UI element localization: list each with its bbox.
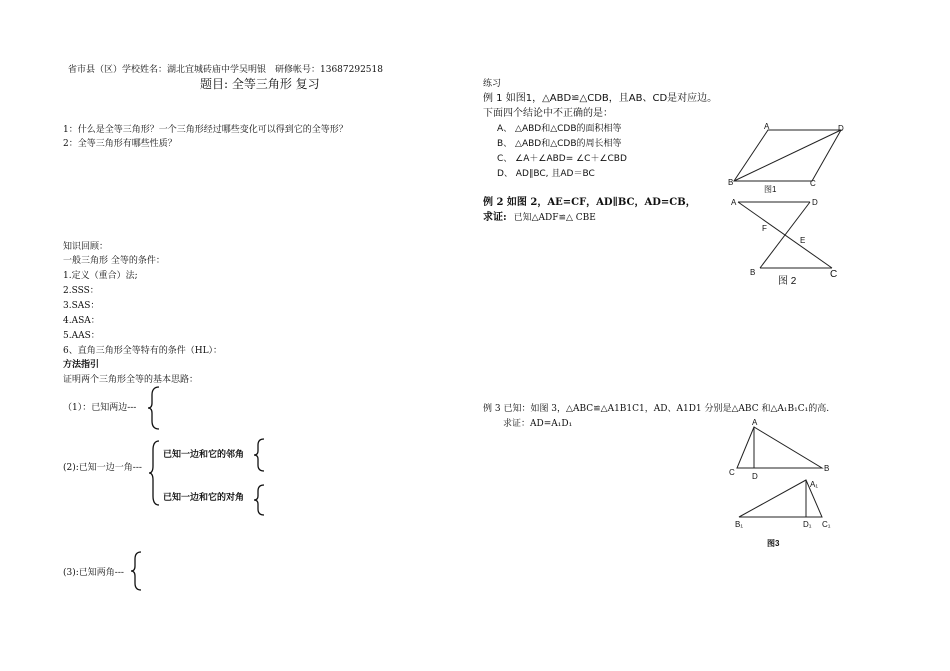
- fig3-label-d: D: [752, 472, 758, 481]
- fig3-label-b1: B₁: [735, 520, 744, 529]
- practice-heading: 练习: [483, 79, 502, 89]
- case-1-brace: [147, 386, 161, 430]
- fig3-label-a: A: [752, 418, 758, 427]
- figure-2: [730, 194, 842, 288]
- review-heading: 知识回顾：: [63, 242, 109, 252]
- fig3-caption: 图3: [767, 539, 780, 548]
- figure-1: [728, 120, 850, 196]
- condition-4: 4.ASA：: [63, 316, 100, 326]
- fig2-label-f: F: [762, 224, 767, 233]
- fig3-label-b: B: [824, 464, 830, 473]
- review-subheading: 一般三角形 全等的条件：: [63, 256, 165, 266]
- case-1-label: （1）：已知两边---: [63, 403, 137, 413]
- case-2-sub2-brace: [253, 484, 265, 516]
- example-1-option-b: B、 △ABD和△CDB的周长相等: [497, 139, 622, 149]
- fig3-label-a1: A₁: [810, 480, 819, 489]
- example-2-prove-text: 已知△ADF≌△ CBE: [513, 213, 596, 223]
- example-1-option-a: A、 △ABD和△CDB的面积相等: [497, 124, 622, 134]
- fig2-caption: 图 2: [778, 276, 797, 287]
- fig2-label-a: A: [731, 198, 737, 207]
- fig2-label-c: C: [830, 269, 838, 280]
- method-intro: 证明两个三角形全等的基本思路：: [63, 375, 199, 385]
- case-2-adjacent-angle: 已知一边和它的邻角: [163, 450, 245, 460]
- fig1-label-b: B: [728, 178, 734, 187]
- question-2: 2：全等三角形有哪些性质？: [63, 139, 177, 149]
- figure-3: [727, 416, 835, 552]
- fig2-label-b: B: [750, 268, 756, 277]
- case-2-opposite-angle: 已知一边和它的对角: [163, 493, 245, 503]
- example-1-statement: 例 1 如图1，△ABD≌△CDB，且AB、CD是对应边。: [483, 93, 718, 104]
- case-2-label: (2):已知一边一角---: [63, 463, 142, 473]
- case-3-brace: [130, 551, 142, 591]
- condition-1: 1.定义（重合）法;: [63, 271, 138, 281]
- case-3-label: (3):已知两角---: [63, 568, 124, 578]
- fig3-label-c: C: [729, 468, 735, 477]
- fig2-label-e: E: [800, 236, 806, 245]
- fig1-label-d: D: [838, 124, 844, 133]
- case-2-brace: [148, 440, 160, 506]
- fig3-label-d1: D₁: [803, 520, 812, 529]
- example-2-statement: 例 2 如图 2，AE=CF，AD∥BC，AD=CB，: [483, 197, 696, 208]
- right-triangle-condition: 6、直角三角形全等特有的条件（HL）：: [63, 346, 223, 356]
- header-line: 省市县（区）学校姓名：湖北宜城砖庙中学吴明银 研修帐号：13687292518: [68, 65, 383, 75]
- example-1-question: 下面四个结论中不正确的是：: [483, 108, 613, 119]
- condition-5: 5.AAS：: [63, 331, 100, 341]
- fig3-label-c1: C₁: [822, 520, 831, 529]
- condition-3: 3.SAS：: [63, 301, 100, 311]
- condition-2: 2.SSS：: [63, 286, 99, 296]
- question-1: 1：什么是全等三角形？一个三角形经过哪些变化可以得到它的全等形？: [63, 125, 348, 135]
- example-3-statement: 例 3 已知：如图 3，△ABC≌△A1B1C1，AD、A1D1 分别是△ABC 和△A₁B₁C₁的高.: [483, 404, 830, 414]
- example-2-prove: [483, 212, 596, 224]
- method-heading: 方法指引: [63, 360, 100, 370]
- page-title: 题目: 全等三角形 复习: [200, 77, 320, 91]
- example-3-prove: 求证：AD=A₁D₁: [503, 419, 573, 429]
- case-2-sub1-brace: [253, 438, 265, 472]
- example-2-prove-label: 求证:: [483, 212, 507, 223]
- fig1-label-a: A: [764, 122, 770, 131]
- fig1-label-c: C: [810, 179, 816, 188]
- example-1-option-d: D、 AD∥BC, 且AD＝BC: [497, 169, 595, 179]
- fig1-caption: 图1: [764, 185, 777, 194]
- fig2-label-d: D: [812, 198, 818, 207]
- example-1-option-c: C、 ∠A＋∠ABD= ∠C＋∠CBD: [497, 154, 627, 164]
